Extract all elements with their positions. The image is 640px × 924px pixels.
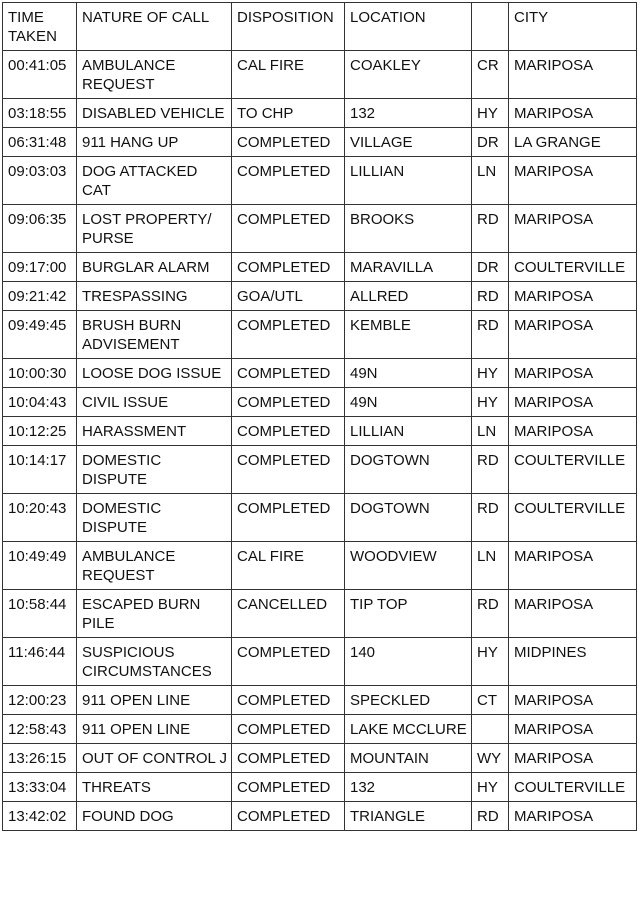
nature-of-call-cell: 911 OPEN LINE (77, 686, 232, 715)
location-cell: WOODVIEW (345, 542, 472, 590)
location-cell: SPECKLED (345, 686, 472, 715)
nature-of-call-cell: HARASSMENT (77, 417, 232, 446)
nature-of-call-cell: AMBULANCE REQUEST (77, 51, 232, 99)
time-taken-cell: 13:33:04 (3, 773, 77, 802)
nature-of-call-cell: DISABLED VEHICLE (77, 99, 232, 128)
time-taken-cell: 11:46:44 (3, 638, 77, 686)
location-cell: LILLIAN (345, 157, 472, 205)
disposition-cell: COMPLETED (232, 802, 345, 831)
street-suffix-cell: DR (472, 253, 509, 282)
header-location: LOCATION (345, 3, 472, 51)
street-suffix-cell: RD (472, 802, 509, 831)
location-cell: LILLIAN (345, 417, 472, 446)
disposition-cell: CAL FIRE (232, 51, 345, 99)
time-taken-cell: 09:17:00 (3, 253, 77, 282)
street-suffix-cell: HY (472, 638, 509, 686)
location-cell: 140 (345, 638, 472, 686)
disposition-cell: COMPLETED (232, 715, 345, 744)
location-cell: VILLAGE (345, 128, 472, 157)
location-cell: DOGTOWN (345, 446, 472, 494)
location-cell: 132 (345, 99, 472, 128)
city-cell: MARIPOSA (509, 590, 637, 638)
city-cell: MARIPOSA (509, 282, 637, 311)
time-taken-cell: 10:12:25 (3, 417, 77, 446)
city-cell: MARIPOSA (509, 388, 637, 417)
street-suffix-cell: LN (472, 417, 509, 446)
table-row (3, 417, 637, 446)
street-suffix-cell: RD (472, 311, 509, 359)
nature-of-call-cell: THREATS (77, 773, 232, 802)
disposition-cell: COMPLETED (232, 205, 345, 253)
location-cell: TIP TOP (345, 590, 472, 638)
city-cell: MARIPOSA (509, 542, 637, 590)
time-taken-cell: 03:18:55 (3, 99, 77, 128)
disposition-cell: COMPLETED (232, 773, 345, 802)
table-row (3, 638, 637, 686)
location-cell: ALLRED (345, 282, 472, 311)
table-row (3, 99, 637, 128)
disposition-cell: COMPLETED (232, 446, 345, 494)
city-cell: COULTERVILLE (509, 253, 637, 282)
location-cell: COAKLEY (345, 51, 472, 99)
time-taken-cell: 10:20:43 (3, 494, 77, 542)
disposition-cell: GOA/UTL (232, 282, 345, 311)
table-row (3, 253, 637, 282)
nature-of-call-cell: OUT OF CONTROL J (77, 744, 232, 773)
nature-of-call-cell: DOG ATTACKED CAT (77, 157, 232, 205)
location-cell: DOGTOWN (345, 494, 472, 542)
street-suffix-cell: HY (472, 388, 509, 417)
city-cell: MARIPOSA (509, 802, 637, 831)
time-taken-cell: 13:42:02 (3, 802, 77, 831)
city-cell: MARIPOSA (509, 157, 637, 205)
table-row (3, 744, 637, 773)
location-cell: LAKE MCCLURE (345, 715, 472, 744)
nature-of-call-cell: AMBULANCE REQUEST (77, 542, 232, 590)
nature-of-call-cell: 911 HANG UP (77, 128, 232, 157)
disposition-cell: CANCELLED (232, 590, 345, 638)
street-suffix-cell: LN (472, 542, 509, 590)
city-cell: LA GRANGE (509, 128, 637, 157)
location-cell: 49N (345, 388, 472, 417)
street-suffix-cell (472, 715, 509, 744)
nature-of-call-cell: SUSPICIOUS CIRCUMSTANCES (77, 638, 232, 686)
time-taken-cell: 12:58:43 (3, 715, 77, 744)
time-taken-cell: 10:00:30 (3, 359, 77, 388)
header-city: CITY (509, 3, 637, 51)
call-log-body (3, 51, 637, 831)
location-cell: KEMBLE (345, 311, 472, 359)
call-log-table (2, 2, 637, 831)
table-row (3, 542, 637, 590)
street-suffix-cell: HY (472, 359, 509, 388)
city-cell: MIDPINES (509, 638, 637, 686)
time-taken-cell: 10:49:49 (3, 542, 77, 590)
disposition-cell: COMPLETED (232, 744, 345, 773)
table-row (3, 494, 637, 542)
street-suffix-cell: WY (472, 744, 509, 773)
nature-of-call-cell: LOOSE DOG ISSUE (77, 359, 232, 388)
city-cell: MARIPOSA (509, 205, 637, 253)
nature-of-call-cell: ESCAPED BURN PILE (77, 590, 232, 638)
city-cell: MARIPOSA (509, 311, 637, 359)
nature-of-call-cell: DOMESTIC DISPUTE (77, 446, 232, 494)
table-row (3, 51, 637, 99)
city-cell: COULTERVILLE (509, 494, 637, 542)
city-cell: MARIPOSA (509, 686, 637, 715)
disposition-cell: CAL FIRE (232, 542, 345, 590)
disposition-cell: COMPLETED (232, 359, 345, 388)
city-cell: MARIPOSA (509, 99, 637, 128)
city-cell: MARIPOSA (509, 359, 637, 388)
disposition-cell: COMPLETED (232, 253, 345, 282)
disposition-cell: COMPLETED (232, 311, 345, 359)
nature-of-call-cell: LOST PROPERTY/ PURSE (77, 205, 232, 253)
disposition-cell: COMPLETED (232, 638, 345, 686)
time-taken-cell: 13:26:15 (3, 744, 77, 773)
city-cell: MARIPOSA (509, 417, 637, 446)
time-taken-cell: 10:58:44 (3, 590, 77, 638)
header-time-taken: TIME TAKEN (3, 3, 77, 51)
header-nature-of-call: NATURE OF CALL (77, 3, 232, 51)
table-row (3, 205, 637, 253)
table-row (3, 388, 637, 417)
table-row (3, 686, 637, 715)
nature-of-call-cell: DOMESTIC DISPUTE (77, 494, 232, 542)
nature-of-call-cell: TRESPASSING (77, 282, 232, 311)
disposition-cell: COMPLETED (232, 388, 345, 417)
disposition-cell: COMPLETED (232, 128, 345, 157)
time-taken-cell: 09:03:03 (3, 157, 77, 205)
street-suffix-cell: CT (472, 686, 509, 715)
street-suffix-cell: HY (472, 773, 509, 802)
nature-of-call-cell: CIVIL ISSUE (77, 388, 232, 417)
street-suffix-cell: RD (472, 205, 509, 253)
time-taken-cell: 09:49:45 (3, 311, 77, 359)
street-suffix-cell: RD (472, 446, 509, 494)
nature-of-call-cell: 911 OPEN LINE (77, 715, 232, 744)
street-suffix-cell: RD (472, 494, 509, 542)
city-cell: COULTERVILLE (509, 773, 637, 802)
header-street-suffix (472, 3, 509, 51)
city-cell: MARIPOSA (509, 744, 637, 773)
time-taken-cell: 00:41:05 (3, 51, 77, 99)
nature-of-call-cell: BRUSH BURN ADVISEMENT (77, 311, 232, 359)
table-row (3, 128, 637, 157)
table-row (3, 359, 637, 388)
location-cell: MARAVILLA (345, 253, 472, 282)
disposition-cell: COMPLETED (232, 686, 345, 715)
street-suffix-cell: CR (472, 51, 509, 99)
city-cell: MARIPOSA (509, 715, 637, 744)
nature-of-call-cell: FOUND DOG (77, 802, 232, 831)
header-row (3, 3, 637, 51)
table-row (3, 590, 637, 638)
table-row (3, 282, 637, 311)
table-row (3, 773, 637, 802)
street-suffix-cell: RD (472, 282, 509, 311)
street-suffix-cell: LN (472, 157, 509, 205)
street-suffix-cell: DR (472, 128, 509, 157)
disposition-cell: TO CHP (232, 99, 345, 128)
table-row (3, 157, 637, 205)
location-cell: BROOKS (345, 205, 472, 253)
city-cell: MARIPOSA (509, 51, 637, 99)
time-taken-cell: 10:14:17 (3, 446, 77, 494)
disposition-cell: COMPLETED (232, 417, 345, 446)
location-cell: 132 (345, 773, 472, 802)
time-taken-cell: 09:21:42 (3, 282, 77, 311)
street-suffix-cell: RD (472, 590, 509, 638)
time-taken-cell: 06:31:48 (3, 128, 77, 157)
table-row (3, 446, 637, 494)
disposition-cell: COMPLETED (232, 494, 345, 542)
table-row (3, 715, 637, 744)
location-cell: TRIANGLE (345, 802, 472, 831)
time-taken-cell: 10:04:43 (3, 388, 77, 417)
city-cell: COULTERVILLE (509, 446, 637, 494)
street-suffix-cell: HY (472, 99, 509, 128)
time-taken-cell: 09:06:35 (3, 205, 77, 253)
location-cell: MOUNTAIN (345, 744, 472, 773)
table-row (3, 311, 637, 359)
time-taken-cell: 12:00:23 (3, 686, 77, 715)
disposition-cell: COMPLETED (232, 157, 345, 205)
nature-of-call-cell: BURGLAR ALARM (77, 253, 232, 282)
header-disposition: DISPOSITION (232, 3, 345, 51)
location-cell: 49N (345, 359, 472, 388)
table-row (3, 802, 637, 831)
